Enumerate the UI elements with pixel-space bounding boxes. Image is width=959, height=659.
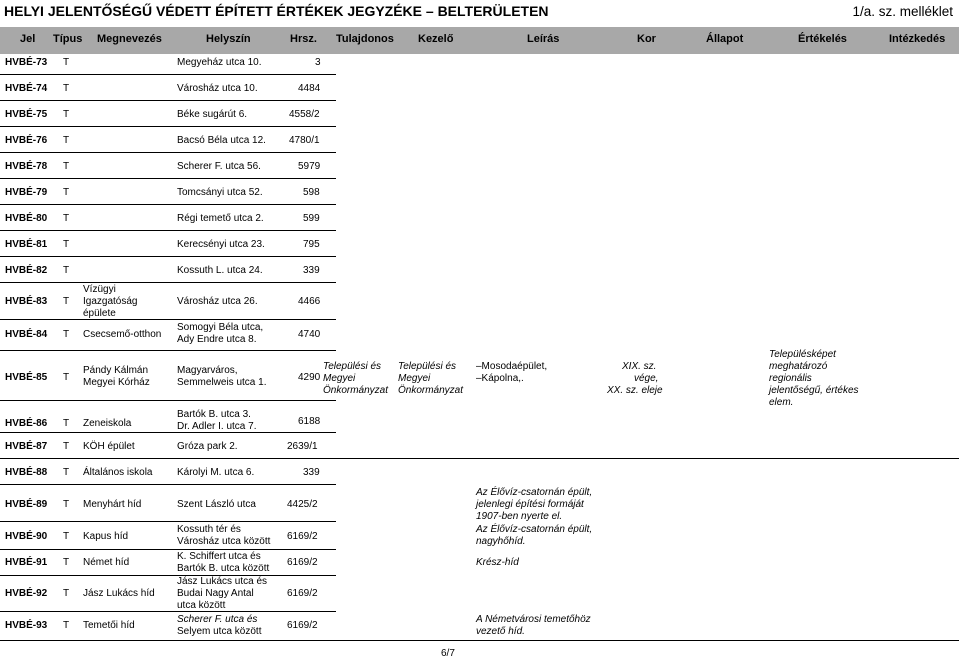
row-location-line: Semmelweis utca 1. (177, 377, 267, 388)
row-hrsz: 2639/1 (287, 441, 318, 452)
row-divider (0, 484, 336, 485)
row-hrsz: 795 (303, 239, 320, 250)
page-number: 6/7 (441, 648, 455, 659)
row-location-line: Bartók B. utca 3. (177, 409, 251, 420)
age-line: XIX. sz. (622, 361, 657, 372)
column-header: Értékelés (798, 33, 847, 45)
row-location: Városház utca 26. (177, 296, 258, 307)
row-hrsz: 598 (303, 187, 320, 198)
column-header: Megnevezés (97, 33, 162, 45)
row-description: Krész-híd (476, 557, 519, 568)
row-id: HVBÉ-78 (5, 161, 48, 172)
row-location: Régi temető utca 2. (177, 213, 264, 224)
row-id: HVBÉ-82 (5, 265, 48, 276)
row-type: T (63, 239, 70, 250)
row-location-line: Selyem utca között (177, 626, 262, 637)
row-hrsz: 4558/2 (289, 109, 320, 120)
row-hrsz: 5979 (298, 161, 321, 172)
row-divider (0, 549, 336, 550)
row-description-line: Az Élővíz-csatornán épült, (476, 487, 593, 498)
column-header: Állapot (706, 33, 744, 45)
row-hrsz: 6169/2 (287, 588, 318, 599)
row-type: T (63, 499, 70, 510)
row-name: Zeneiskola (83, 418, 132, 429)
row-divider (0, 152, 336, 153)
row-type: T (63, 588, 70, 599)
row-location: Városház utca 10. (177, 83, 258, 94)
row-id: HVBÉ-88 (5, 467, 48, 478)
row-location: Bacsó Béla utca 12. (177, 135, 266, 146)
document-header (0, 0, 959, 22)
row-divider (0, 256, 336, 257)
row-id: HVBÉ-86 (5, 418, 48, 429)
row-location: Scherer F. utca 56. (177, 161, 261, 172)
row-id: HVBÉ-84 (5, 329, 48, 340)
row-divider (0, 319, 336, 320)
row-divider (0, 575, 336, 576)
row-hrsz: 4290 (298, 372, 321, 383)
row-name: Csecsemő-otthon (83, 329, 162, 340)
row-id: HVBÉ-80 (5, 213, 48, 224)
row-hrsz: 6188 (298, 416, 321, 427)
row-divider (0, 350, 336, 351)
row-id: HVBÉ-79 (5, 187, 48, 198)
row-type: T (63, 83, 70, 94)
row-type: T (63, 57, 70, 68)
column-header: Helyszín (206, 33, 251, 45)
row-location: Megyeház utca 10. (177, 57, 262, 68)
row-name-line: épülete (83, 308, 116, 319)
row-id: HVBÉ-76 (5, 135, 48, 146)
row-type: T (63, 418, 70, 429)
row-divider (0, 611, 336, 612)
description-line: –Kápolna,. (476, 373, 524, 384)
row-hrsz: 599 (303, 213, 320, 224)
row-location-line: Kossuth tér és (177, 524, 241, 535)
row-type: T (63, 109, 70, 120)
row-name: Temetői híd (83, 620, 135, 631)
row-divider (0, 178, 336, 179)
description-line: –Mosodaépület, (476, 361, 548, 372)
row-divider (0, 458, 959, 459)
row-type: T (63, 187, 70, 198)
row-description-line: Az Élővíz-csatornán épült, (476, 524, 593, 535)
row-type: T (63, 531, 70, 542)
row-name: Általános iskola (83, 467, 153, 478)
row-hrsz: 339 (303, 265, 320, 276)
row-type: T (63, 161, 70, 172)
row-id: HVBÉ-90 (5, 531, 48, 542)
row-divider (0, 282, 336, 283)
row-id: HVBÉ-75 (5, 109, 48, 120)
column-header: Kezelő (418, 33, 454, 45)
column-header-row (0, 27, 959, 54)
row-description-line: nagyhőhíd. (476, 536, 526, 547)
owner-line: Megyei (323, 373, 356, 384)
row-hrsz: 4466 (298, 296, 321, 307)
row-divider (0, 100, 336, 101)
row-location: Tomcsányi utca 52. (177, 187, 263, 198)
row-type: T (63, 329, 70, 340)
age-line: vége, (634, 373, 659, 384)
evaluation-line: Településképet (769, 349, 836, 360)
row-location: Gróza park 2. (177, 441, 238, 452)
manager-line: Települési és (398, 361, 457, 372)
row-id: HVBÉ-73 (5, 57, 48, 68)
row-location: Károlyi M. utca 6. (177, 467, 255, 478)
row-description-line: vezető híd. (476, 626, 525, 637)
row-location: Béke sugárút 6. (177, 109, 248, 120)
column-header: Leírás (527, 33, 560, 45)
row-description-line: A Németvárosi temetőhöz (476, 614, 591, 625)
row-divider (0, 400, 336, 401)
row-location-line: Dr. Adler I. utca 7. (177, 421, 257, 432)
row-hrsz: 4484 (298, 83, 321, 94)
row-description-line: jelenlegi építési formáját (476, 499, 584, 510)
row-type: T (63, 265, 70, 276)
row-location-line: utca között (177, 600, 226, 611)
row-location-line: Scherer F. utca és (177, 614, 258, 625)
row-hrsz: 4780/1 (289, 135, 320, 146)
row-id: HVBÉ-87 (5, 441, 48, 452)
row-divider (0, 432, 336, 433)
row-location-line: Városház utca között (177, 536, 271, 547)
row-type: T (63, 296, 70, 307)
row-type: T (63, 441, 70, 452)
row-hrsz: 6169/2 (287, 620, 318, 631)
row-divider (0, 126, 336, 127)
row-type: T (63, 135, 70, 146)
row-hrsz: 4740 (298, 329, 321, 340)
row-id: HVBÉ-81 (5, 239, 48, 250)
row-name: Menyhárt híd (83, 499, 142, 510)
row-hrsz: 6169/2 (287, 557, 318, 568)
row-type: T (63, 557, 70, 568)
column-header: Tulajdonos (336, 33, 394, 45)
column-header: Jel (20, 33, 36, 45)
column-header: Kor (637, 33, 656, 45)
row-name: Jász Lukács híd (83, 588, 155, 599)
evaluation-line: elem. (769, 397, 794, 408)
row-location: Szent László utca (177, 499, 256, 510)
row-id: HVBÉ-91 (5, 557, 48, 568)
row-hrsz: 3 (315, 57, 321, 68)
row-id: HVBÉ-89 (5, 499, 48, 510)
evaluation-line: jelentőségű, értékes (769, 385, 859, 396)
row-type: T (63, 467, 70, 478)
annex-label: 1/a. sz. melléklet (852, 3, 953, 19)
manager-line: Önkormányzat (398, 385, 464, 396)
row-location-line: Ady Endre utca 8. (177, 334, 257, 345)
row-divider (0, 204, 336, 205)
row-divider (0, 521, 336, 522)
row-description-line: 1907-ben nyerte el. (476, 511, 563, 522)
row-location: Kerecsényi utca 23. (177, 239, 265, 250)
row-location-line: Somogyi Béla utca, (177, 322, 264, 333)
row-id: HVBÉ-83 (5, 296, 48, 307)
row-name-line: Igazgatóság (83, 296, 138, 307)
row-divider (0, 74, 336, 75)
document-title: HELYI JELENTŐSÉGŰ VÉDETT ÉPÍTETT ÉRTÉKEK JEGYZÉKE – BELTERÜLETEN (4, 3, 549, 19)
column-header: Típus (53, 33, 83, 45)
row-divider (0, 230, 336, 231)
row-name: KÖH épület (83, 441, 135, 452)
row-type: T (63, 213, 70, 224)
row-name: Német híd (83, 557, 130, 568)
row-location-line: Bartók B. utca között (177, 563, 270, 574)
row-location-line: Budai Nagy Antal (177, 588, 254, 599)
row-type: T (63, 620, 70, 631)
row-name-line: Megyei Kórház (83, 377, 150, 388)
row-id: HVBÉ-93 (5, 620, 48, 631)
row-id: HVBÉ-85 (5, 372, 48, 383)
column-header: Intézkedés (889, 33, 946, 45)
owner-line: Önkormányzat (323, 385, 389, 396)
row-hrsz: 6169/2 (287, 531, 318, 542)
row-name-line: Vízügyi (83, 284, 116, 295)
row-location-line: K. Schiffert utca és (177, 551, 261, 562)
age-line: XX. sz. eleje (607, 385, 663, 396)
row-id: HVBÉ-74 (5, 83, 48, 94)
row-hrsz: 4425/2 (287, 499, 318, 510)
row-type: T (63, 372, 70, 383)
row-name: Kapus híd (83, 531, 129, 542)
row-divider (0, 640, 959, 641)
row-name-line: Pándy Kálmán (83, 365, 149, 376)
evaluation-line: regionális (769, 373, 812, 384)
owner-line: Települési és (323, 361, 382, 372)
column-header: Hrsz. (290, 33, 317, 45)
row-hrsz: 339 (303, 467, 320, 478)
row-location-line: Magyarváros, (177, 365, 238, 376)
row-location-line: Jász Lukács utca és (177, 576, 268, 587)
evaluation-line: meghatározó (769, 361, 828, 372)
row-id: HVBÉ-92 (5, 588, 48, 599)
row-location: Kossuth L. utca 24. (177, 265, 263, 276)
manager-line: Megyei (398, 373, 431, 384)
